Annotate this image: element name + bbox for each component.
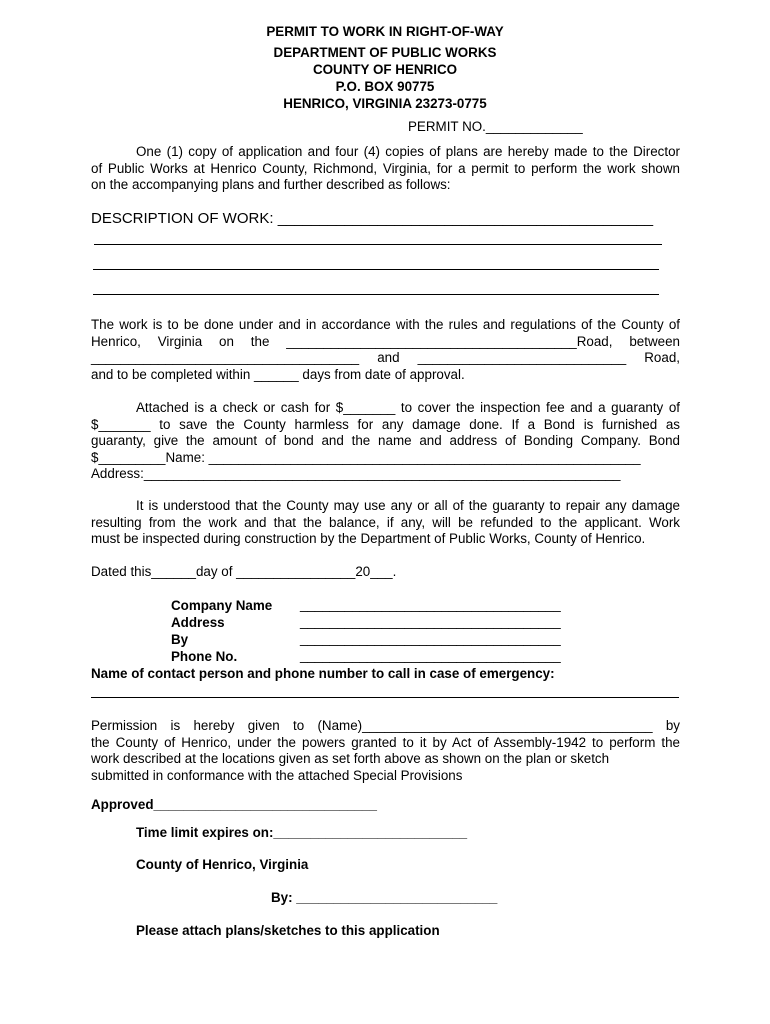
- guaranty-paragraph: [91, 400, 680, 483]
- company-name-label: Company Name: [171, 598, 273, 613]
- description-line-3[interactable]: [93, 269, 659, 270]
- permit-number-field[interactable]: PERMIT NO._____________: [408, 119, 583, 134]
- description-blank: _____________________________________________: [277, 210, 654, 227]
- permission-name-field[interactable]: Permission is hereby given to (Name)_______________________________________ by: [91, 718, 680, 733]
- permission-paragraph: [91, 718, 680, 784]
- department-name: DEPARTMENT OF PUBLIC WORKS: [273, 45, 497, 60]
- county-name: COUNTY OF HENRICO: [312, 62, 458, 77]
- guaranty-amount-field[interactable]: $_______ to save the County harmless for any damage done. If a Bond is furnished as: [91, 416, 680, 432]
- address-field[interactable]: ___________________________________: [300, 614, 561, 629]
- road-field[interactable]: Henrico, Virginia on the _______________________________________Road, between: [91, 333, 680, 349]
- emergency-contact-field[interactable]: [91, 697, 679, 698]
- address-label: Address: [171, 615, 225, 630]
- permission-line-4: submitted in conformance with the attached Special Provisions: [91, 767, 463, 783]
- permission-line-2: the County of Henrico, under the powers granted to it by Act of Assembly-1942 to perform the: [91, 734, 680, 750]
- time-limit-field[interactable]: Time limit expires on:__________________________: [136, 825, 468, 840]
- understood-line-3: must be inspected during construction by the Department of Public Works, County of Henrico.: [91, 531, 646, 547]
- intro-line-3: on the accompanying plans and further described as follows:: [91, 177, 451, 193]
- description-line-2[interactable]: [94, 244, 662, 245]
- city-state-zip: HENRICO, VIRGINIA 23273-0775: [283, 96, 487, 111]
- road-between-field[interactable]: ____________________________________ and ____________________________ Road,: [91, 350, 680, 366]
- emergency-contact-label: Name of contact person and phone number to call in case of emergency:: [91, 666, 555, 681]
- by-label: By: [171, 632, 189, 647]
- approved-field[interactable]: Approved______________________________: [91, 797, 377, 812]
- bond-name-field[interactable]: $_________Name: __________________________________________________________: [91, 449, 641, 465]
- intro-paragraph: [91, 144, 680, 194]
- phone-field[interactable]: ___________________________________: [300, 648, 561, 663]
- form-title: PERMIT TO WORK IN RIGHT-OF-WAY: [266, 24, 504, 39]
- intro-line-2: of Public Works at Henrico County, Richmond, Virginia, for a permit to perform the work shown: [91, 160, 680, 176]
- understood-paragraph: [91, 498, 680, 548]
- bond-address-field[interactable]: Address:________________________________________________________________: [91, 466, 621, 482]
- completion-days-field[interactable]: and to be completed within ______ days from date of approval.: [91, 366, 465, 382]
- work-rules-paragraph: [91, 317, 680, 383]
- dated-field[interactable]: Dated this______day of ________________20___.: [91, 564, 397, 579]
- permission-line-3: work described at the locations given as set forth above as shown on the plan or sketch: [91, 751, 610, 767]
- guaranty-line-3: guaranty, give the amount of bond and the name and address of Bonding Company. Bond: [91, 433, 680, 449]
- inspection-fee-field[interactable]: Attached is a check or cash for $_______ to cover the inspection fee and a guaranty of: [136, 400, 680, 415]
- phone-label: Phone No.: [171, 649, 238, 664]
- by-field[interactable]: ___________________________________: [300, 631, 561, 646]
- understood-line-2: resulting from the work and that the balance, if any, will be refunded to the applicant. Work: [91, 514, 680, 530]
- county-signature-label: County of Henrico, Virginia: [136, 857, 309, 872]
- description-label: DESCRIPTION OF WORK:: [91, 210, 278, 227]
- understood-line-1: It is understood that the County may use any or all of the guaranty to repair any damage: [136, 498, 680, 513]
- work-rules-line-1: The work is to be done under and in accordance with the rules and regulations of the County of: [91, 317, 680, 332]
- description-line-4[interactable]: [93, 294, 659, 295]
- company-name-field[interactable]: ___________________________________: [300, 597, 561, 612]
- description-of-work-field[interactable]: [91, 210, 653, 227]
- intro-line-1: One (1) copy of application and four (4) copies of plans are hereby made to the Director: [136, 144, 680, 159]
- by-signature-field[interactable]: By: ___________________________: [271, 890, 498, 905]
- po-box: P.O. BOX 90775: [335, 79, 435, 94]
- attach-plans-note: Please attach plans/sketches to this application: [136, 923, 440, 938]
